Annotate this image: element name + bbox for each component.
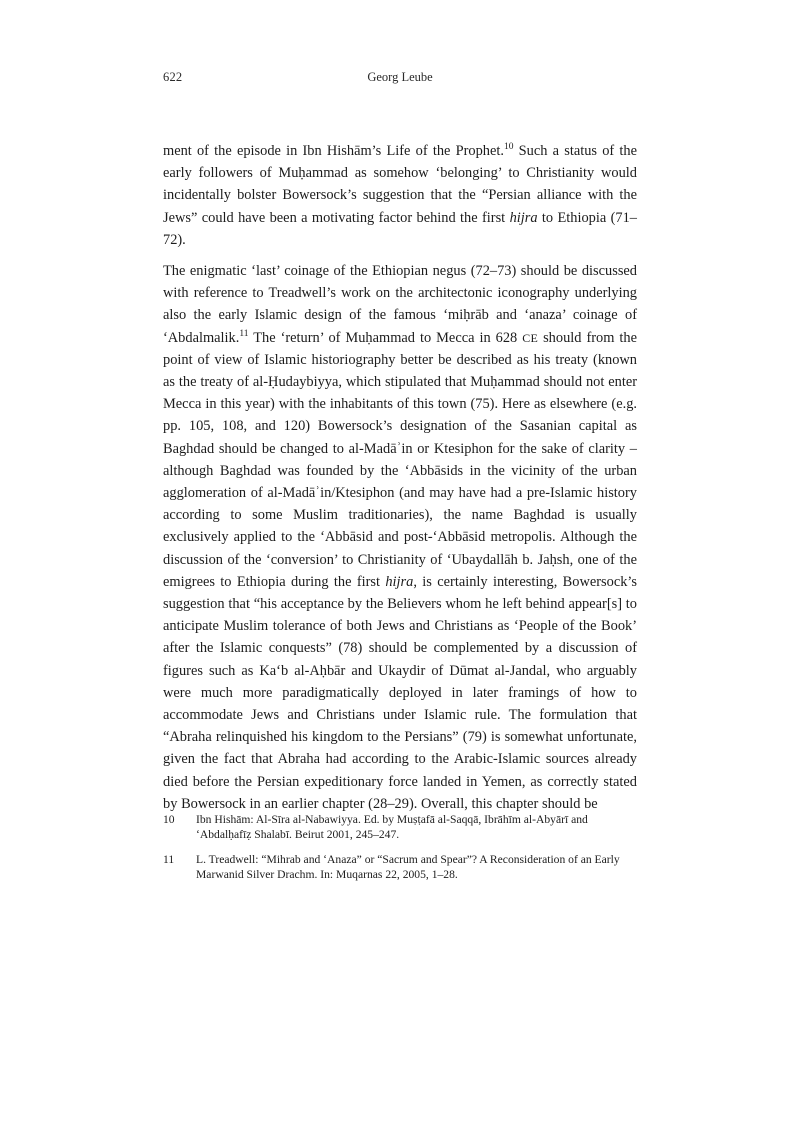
running-head-author: Georg Leube xyxy=(367,70,433,84)
text-run: , is certainly interesting, Bowersock’s suggestion that “his acceptance by the Believers whom he left behind appear[s] to anticipate Muslim tolerance of both Jews and Christians as ‘People of the Book’ after the Islamic conquests” (78) should be complemented by a discussion of figures such as Kaʻb al-Aḥbār and Ukaydir of Dūmat al-Jandal, who arguably were much more paradigmatically deployed in later framings of how to accommodate Jews and Christians under Islamic rule. The formulation that “Abraha relinquished his kingdom to the Persians” (79) is somewhat unfortunate, given the fact that Abraha had according to the Arabic-Islamic sources already died before the Persian expeditionary force landed in Yemen, as correctly stated by Bowersock in an earlier chapter (28–29). Overall, this chapter should be xyxy=(163,573,637,812)
body-paragraph xyxy=(163,140,637,251)
text-run: to Ethiopia (71–72). xyxy=(163,209,637,248)
italic-term: hijra xyxy=(509,209,538,226)
text-run: Such a status of the early followers of Muḥammad as somehow ‘belonging’ to Christianity would incidentally bolster Bowersock’s suggestion that the “Persian alliance with the Jews” could have been a motivating factor behind the first xyxy=(163,143,637,226)
footnote-marker[interactable]: 10 xyxy=(503,142,514,153)
footnote-number[interactable]: 10 xyxy=(163,813,175,826)
footnote-number[interactable]: 11 xyxy=(163,852,175,866)
footnote-text: L. Treadwell: “Mihrab and ‘Anaza” or “Sacrum and Spear”? A Reconsideration of an Early Marwanid Silver Drachm. In: Muqarnas 22, 2005, 1–28. xyxy=(196,852,620,882)
small-caps-term: CE xyxy=(522,330,539,345)
footnote-text: Ibn Hishām: Al-Sīra al-Nabawiyya. Ed. by Muṣṭafā al-Saqqā, Ibrāhīm al-Abyārī and ʻAbdalḥafīẓ Shalabī. Beirut 2001, 245–247. xyxy=(196,813,588,842)
footnote-block xyxy=(163,812,637,883)
italic-term: hijra xyxy=(385,573,414,590)
running-head xyxy=(163,68,637,86)
footnote xyxy=(163,812,637,843)
page-number: 622 xyxy=(163,70,183,84)
text-run: The enigmatic ‘last’ coinage of the Ethiopian negus (72–73) should be discussed with reference to Treadwell’s work on the architectonic iconography underlying also the early Islamic design of the famous ‘miḥrāb and ʻanaza’ coinage of ʻAbdalmalik. xyxy=(163,263,637,346)
text-run: The ‘return’ of Muḥammad to Mecca in 628 xyxy=(248,329,523,346)
footnote-marker[interactable]: 11 xyxy=(239,328,249,339)
footnote xyxy=(163,852,637,883)
text-run: ment of the episode in Ibn Hishām’s Life of the Prophet. xyxy=(163,143,504,159)
text-run: should from the point of view of Islamic historiography better be described as his treaty (known as the treaty of al-Ḥudaybiyya, which stipulated that Muḥammad should not enter Mecca in this year) with the inhabitants of this town (75). Here as elsewhere (e.g. pp. 105, 108, and 120) Bowersock’s designation of the Sasanian capital as Baghdad should be changed to al-Madāʾin or Ktesiphon for the sake of clarity – although Baghdad was founded by the ʻAbbāsids in the vicinity of the urban agglomeration of al-Madāʾin/Ktesiphon (and may have had a pre-Islamic history according to some Muslim traditionaries), the name Baghdad is usually exclusively applied to the ʻAbbāsid and post-ʻAbbāsid metropolis. Although the discussion of the ‘conversion’ to Christianity of ʻUbaydallāh b. Jaḥsh, one of the emigrees to Ethiopia during the first xyxy=(163,329,637,590)
body-text-block xyxy=(163,140,637,815)
body-paragraph xyxy=(163,260,637,815)
